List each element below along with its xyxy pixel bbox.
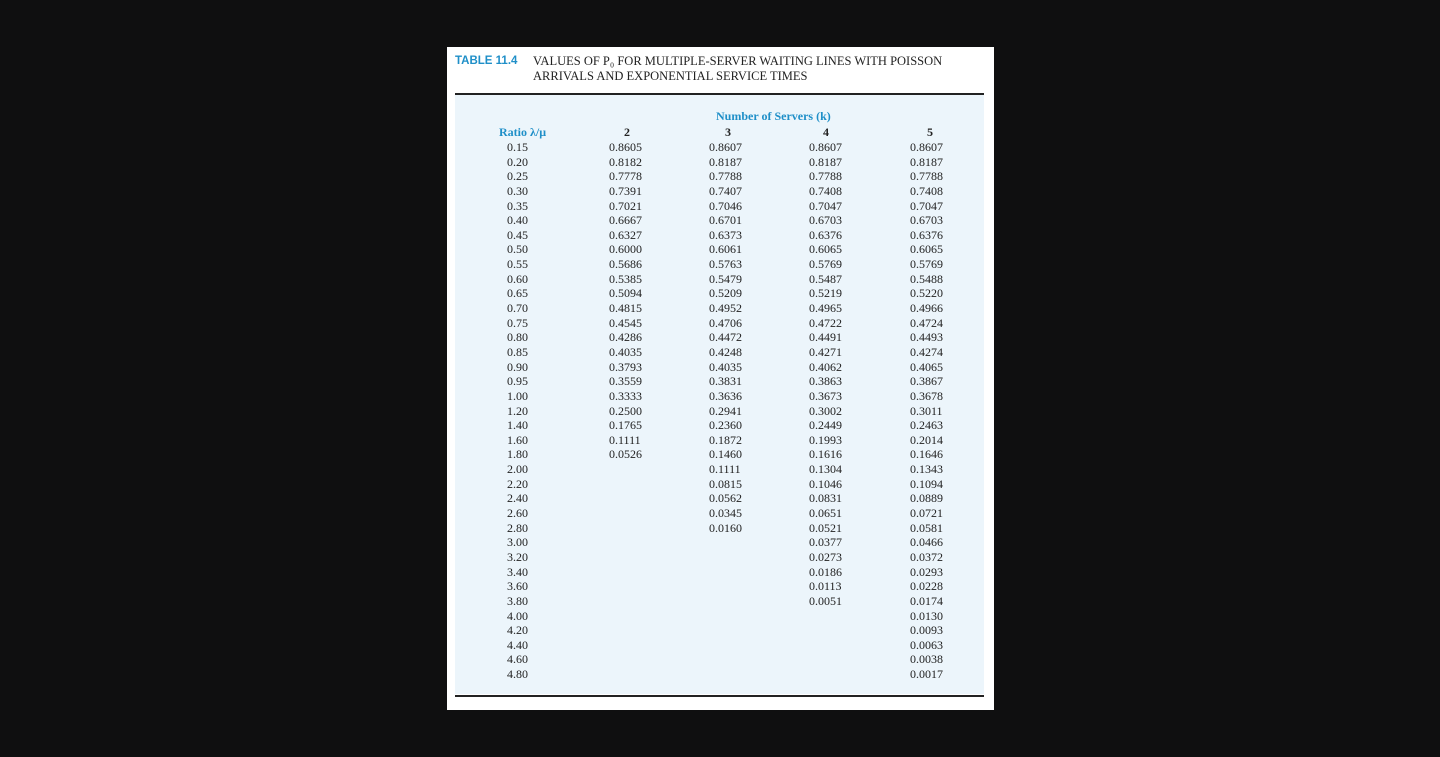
column-header-ratio: Ratio λ/μ [499, 125, 547, 139]
cell-ratio: 0.20 [507, 154, 528, 169]
cell-k4: 0.8607 [809, 140, 842, 154]
cell-k3: 0.0815 [709, 476, 742, 491]
cell-ratio: 3.20 [507, 549, 528, 564]
cell-k4: 0.0051 [809, 593, 842, 608]
cell-k3: 0.1111 [709, 462, 741, 477]
table-row [447, 316, 994, 331]
cell-ratio: 0.65 [507, 286, 528, 301]
cell-k2: 0.3333 [609, 388, 642, 403]
cell-ratio: 3.80 [507, 593, 528, 608]
cell-k5: 0.6703 [910, 213, 943, 228]
table-row [447, 565, 994, 580]
cell-ratio: 4.80 [507, 667, 528, 682]
cell-k4: 0.0521 [809, 520, 842, 535]
table-title-line1: VALUES OF P₀ FOR MULTIPLE-SERVER WAITING LINES WITH POISSON [533, 54, 943, 68]
cell-k2: 0.6327 [609, 227, 642, 242]
cell-k5: 0.3011 [910, 403, 943, 418]
cell-k5: 0.4966 [910, 301, 943, 316]
cell-k4: 0.8187 [809, 154, 842, 169]
group-header-servers: Number of Servers (k) [716, 109, 831, 123]
cell-ratio: 4.40 [507, 637, 528, 652]
cell-ratio: 2.00 [507, 462, 528, 477]
cell-k2: 0.7391 [609, 183, 642, 198]
cell-k2: 0.3793 [609, 359, 642, 374]
cell-k4: 0.0273 [809, 549, 842, 564]
cell-k2: 0.7021 [609, 198, 642, 213]
cell-k3: 0.1460 [709, 447, 742, 462]
document-page [447, 47, 994, 710]
cell-k3: 0.6373 [709, 227, 742, 242]
cell-k5: 0.6065 [910, 242, 943, 257]
cell-ratio: 4.60 [507, 652, 528, 667]
cell-ratio: 1.40 [507, 418, 528, 433]
cell-k4: 0.5219 [809, 286, 842, 301]
cell-k2: 0.5686 [609, 257, 642, 272]
table-row [447, 433, 994, 448]
cell-k5: 0.4493 [910, 330, 943, 345]
table-row [447, 447, 994, 462]
cell-k5: 0.7788 [910, 169, 943, 184]
table-row [447, 521, 994, 536]
cell-k5: 0.3867 [910, 374, 943, 389]
cell-k5: 0.0889 [910, 491, 943, 506]
table-bottom-rule [455, 695, 984, 697]
table-row [447, 213, 994, 228]
table-row [447, 418, 994, 433]
cell-k4: 0.5487 [809, 271, 842, 286]
cell-k4: 0.7047 [809, 198, 842, 213]
cell-k2: 0.8605 [609, 140, 642, 154]
table-row [447, 462, 994, 477]
cell-k5: 0.0130 [910, 608, 943, 623]
cell-k2: 0.1765 [609, 418, 642, 433]
cell-k2: 0.4545 [609, 315, 642, 330]
cell-ratio: 1.60 [507, 432, 528, 447]
cell-k3: 0.8187 [709, 154, 742, 169]
cell-k5: 0.4274 [910, 344, 943, 359]
table-row [447, 609, 994, 624]
cell-k5: 0.1094 [910, 476, 943, 491]
table-row [447, 579, 994, 594]
cell-ratio: 3.60 [507, 579, 528, 594]
cell-k2: 0.0526 [609, 447, 642, 462]
cell-k2: 0.2500 [609, 403, 642, 418]
cell-ratio: 1.00 [507, 388, 528, 403]
cell-ratio: 2.60 [507, 506, 528, 521]
cell-k4: 0.3002 [809, 403, 842, 418]
cell-k4: 0.0186 [809, 564, 842, 579]
table-row [447, 389, 994, 404]
cell-k4: 0.1304 [809, 462, 842, 477]
cell-k2: 0.4286 [609, 330, 642, 345]
cell-k4: 0.0377 [809, 535, 842, 550]
cell-k4: 0.4965 [809, 301, 842, 316]
cell-k3: 0.2360 [709, 418, 742, 433]
table-title-line2: ARRIVALS AND EXPONENTIAL SERVICE TIMES [533, 69, 808, 83]
table-row [447, 652, 994, 667]
cell-k3: 0.8607 [709, 140, 742, 154]
cell-k5: 0.0017 [910, 667, 943, 682]
cell-k2: 0.5094 [609, 286, 642, 301]
cell-ratio: 0.45 [507, 227, 528, 242]
cell-k3: 0.1872 [709, 432, 742, 447]
cell-k4: 0.2449 [809, 418, 842, 433]
cell-k4: 0.6703 [809, 213, 842, 228]
cell-k4: 0.7408 [809, 183, 842, 198]
cell-k5: 0.0721 [910, 506, 943, 521]
cell-ratio: 0.30 [507, 183, 528, 198]
cell-k3: 0.5479 [709, 271, 742, 286]
cell-k4: 0.4722 [809, 315, 842, 330]
cell-k2: 0.6000 [609, 242, 642, 257]
cell-ratio: 0.25 [507, 169, 528, 184]
table-row [447, 623, 994, 638]
cell-k4: 0.3863 [809, 374, 842, 389]
cell-ratio: 0.55 [507, 257, 528, 272]
table-row [447, 199, 994, 214]
table-row [447, 594, 994, 609]
cell-ratio: 0.80 [507, 330, 528, 345]
cell-k5: 0.0372 [910, 549, 943, 564]
table-caption [455, 54, 985, 84]
cell-k2: 0.4815 [609, 301, 642, 316]
table-row [447, 638, 994, 653]
table-row [447, 228, 994, 243]
cell-k3: 0.6701 [709, 213, 742, 228]
cell-k5: 0.0063 [910, 637, 943, 652]
cell-k4: 0.5769 [809, 257, 842, 272]
cell-k5: 0.0581 [910, 520, 943, 535]
cell-ratio: 0.15 [507, 140, 528, 154]
cell-k5: 0.8187 [910, 154, 943, 169]
cell-k3: 0.5763 [709, 257, 742, 272]
cell-k5: 0.0093 [910, 623, 943, 638]
cell-ratio: 3.40 [507, 564, 528, 579]
cell-k2: 0.5385 [609, 271, 642, 286]
cell-ratio: 0.35 [507, 198, 528, 213]
cell-k3: 0.0562 [709, 491, 742, 506]
column-header-k3: 3 [725, 125, 731, 139]
cell-k5: 0.4065 [910, 359, 943, 374]
cell-k4: 0.4271 [809, 344, 842, 359]
cell-ratio: 0.90 [507, 359, 528, 374]
cell-k5: 0.5220 [910, 286, 943, 301]
cell-ratio: 0.70 [507, 301, 528, 316]
table-row [447, 477, 994, 492]
column-header-k5: 5 [927, 125, 933, 139]
table-row [447, 506, 994, 521]
cell-k4: 0.4491 [809, 330, 842, 345]
cell-k5: 0.0038 [910, 652, 943, 667]
cell-k4: 0.1046 [809, 476, 842, 491]
cell-k5: 0.0228 [910, 579, 943, 594]
table-row [447, 491, 994, 506]
cell-k3: 0.0345 [709, 506, 742, 521]
table-row [447, 155, 994, 170]
cell-k3: 0.0160 [709, 520, 742, 535]
cell-k5: 0.0466 [910, 535, 943, 550]
cell-k5: 0.7408 [910, 183, 943, 198]
cell-k3: 0.6061 [709, 242, 742, 257]
cell-ratio: 0.40 [507, 213, 528, 228]
cell-k4: 0.7788 [809, 169, 842, 184]
table-title [533, 54, 973, 84]
table-row [447, 272, 994, 287]
column-header-k4: 4 [823, 125, 829, 139]
cell-k2: 0.4035 [609, 344, 642, 359]
cell-k3: 0.7407 [709, 183, 742, 198]
table-row [447, 169, 994, 184]
cell-k4: 0.6065 [809, 242, 842, 257]
cell-ratio: 2.80 [507, 520, 528, 535]
table-row [447, 301, 994, 316]
cell-k3: 0.4706 [709, 315, 742, 330]
cell-k2: 0.8182 [609, 154, 642, 169]
cell-k4: 0.1993 [809, 432, 842, 447]
table-row [447, 404, 994, 419]
cell-k5: 0.2014 [910, 432, 943, 447]
table-row [447, 140, 994, 155]
cell-k3: 0.2941 [709, 403, 742, 418]
cell-ratio: 0.95 [507, 374, 528, 389]
cell-k5: 0.5769 [910, 257, 943, 272]
cell-k5: 0.8607 [910, 140, 943, 154]
cell-ratio: 0.85 [507, 344, 528, 359]
column-header-k2: 2 [624, 125, 630, 139]
cell-ratio: 1.20 [507, 403, 528, 418]
cell-k2: 0.7778 [609, 169, 642, 184]
cell-ratio: 0.75 [507, 315, 528, 330]
table-row [447, 667, 994, 682]
table-label: TABLE 11.4 [455, 55, 518, 67]
table-row [447, 257, 994, 272]
table-row [447, 242, 994, 257]
cell-k5: 0.3678 [910, 388, 943, 403]
cell-ratio: 1.80 [507, 447, 528, 462]
cell-k5: 0.5488 [910, 271, 943, 286]
table-row [447, 374, 994, 389]
table-row [447, 550, 994, 565]
cell-ratio: 2.40 [507, 491, 528, 506]
cell-k5: 0.0174 [910, 593, 943, 608]
cell-ratio: 3.00 [507, 535, 528, 550]
table-row [447, 535, 994, 550]
cell-k2: 0.6667 [609, 213, 642, 228]
cell-k3: 0.4952 [709, 301, 742, 316]
table-row [447, 360, 994, 375]
cell-k5: 0.1646 [910, 447, 943, 462]
cell-k3: 0.4035 [709, 359, 742, 374]
cell-k3: 0.4472 [709, 330, 742, 345]
cell-k4: 0.1616 [809, 447, 842, 462]
cell-k3: 0.5209 [709, 286, 742, 301]
table-row [447, 286, 994, 301]
cell-k4: 0.4062 [809, 359, 842, 374]
cell-k4: 0.0831 [809, 491, 842, 506]
cell-ratio: 4.00 [507, 608, 528, 623]
cell-ratio: 0.60 [507, 271, 528, 286]
cell-k3: 0.3831 [709, 374, 742, 389]
table-row [447, 330, 994, 345]
table-row [447, 184, 994, 199]
cell-k3: 0.7788 [709, 169, 742, 184]
cell-k3: 0.7046 [709, 198, 742, 213]
cell-k5: 0.4724 [910, 315, 943, 330]
cell-k3: 0.4248 [709, 344, 742, 359]
cell-k5: 0.1343 [910, 462, 943, 477]
cell-k3: 0.3636 [709, 388, 742, 403]
cell-k4: 0.3673 [809, 388, 842, 403]
cell-k2: 0.1111 [609, 432, 641, 447]
cell-k5: 0.7047 [910, 198, 943, 213]
cell-ratio: 4.20 [507, 623, 528, 638]
cell-ratio: 2.20 [507, 476, 528, 491]
cell-k5: 0.0293 [910, 564, 943, 579]
cell-k2: 0.3559 [609, 374, 642, 389]
cell-ratio: 0.50 [507, 242, 528, 257]
table-rows [447, 140, 994, 682]
cell-k4: 0.0113 [809, 579, 842, 594]
cell-k4: 0.6376 [809, 227, 842, 242]
table-row [447, 345, 994, 360]
cell-k5: 0.2463 [910, 418, 943, 433]
cell-k5: 0.6376 [910, 227, 943, 242]
cell-k4: 0.0651 [809, 506, 842, 521]
